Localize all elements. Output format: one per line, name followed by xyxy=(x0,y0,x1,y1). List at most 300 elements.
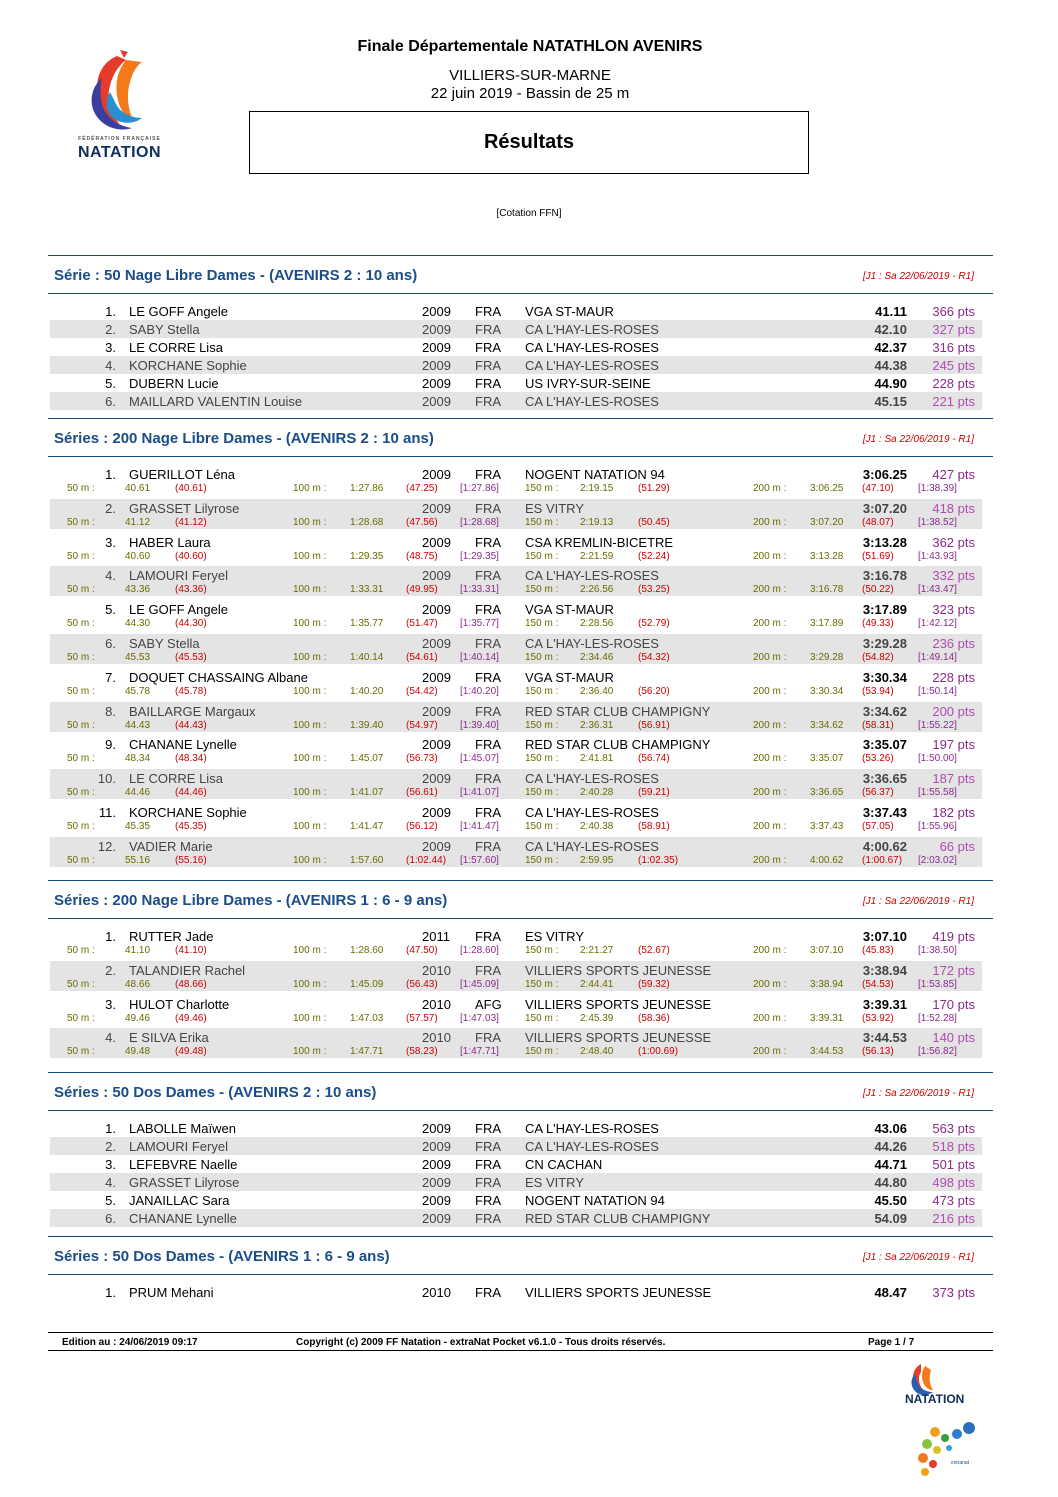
split-distance-label: 100 m : xyxy=(293,517,327,528)
split-distance-label: 50 m : xyxy=(67,855,95,866)
split-distance-label: 50 m : xyxy=(67,720,95,731)
section-bottom-line xyxy=(48,293,993,294)
split-lap: (51.47) xyxy=(406,618,438,629)
birth-year: 2010 xyxy=(422,1030,451,1045)
split-distance-label: 150 m : xyxy=(525,821,559,832)
rank: 2. xyxy=(105,501,116,516)
club-name: RED STAR CLUB CHAMPIGNY xyxy=(525,704,711,719)
nationality: FRA xyxy=(475,394,501,409)
result-row xyxy=(50,600,982,618)
split-lap: (45.35) xyxy=(175,821,207,832)
split-lap: (54.97) xyxy=(406,720,438,731)
rank: 1. xyxy=(105,1121,116,1136)
split-distance-label: 100 m : xyxy=(293,753,327,764)
split-lap: (54.82) xyxy=(862,652,894,663)
final-time: 3:38.94 xyxy=(862,963,907,978)
swimmer-name: GRASSET Lilyrose xyxy=(129,501,240,516)
points: 228 pts xyxy=(932,376,975,391)
section-bottom-line xyxy=(48,918,993,919)
points: 323 pts xyxy=(932,602,975,617)
split-lap: (44.30) xyxy=(175,618,207,629)
points: 518 pts xyxy=(932,1139,975,1154)
split-time: 2:40.28 xyxy=(580,787,614,798)
nationality: FRA xyxy=(475,929,501,944)
split-lap: (57.05) xyxy=(862,821,894,832)
birth-year: 2009 xyxy=(422,568,451,583)
split-time: 44.43 xyxy=(125,720,151,731)
split-distance-label: 50 m : xyxy=(67,652,95,663)
meet-date: 22 juin 2019 - Bassin de 25 m xyxy=(430,85,630,102)
birth-year: 2009 xyxy=(422,1121,451,1136)
swimmer-name: DOQUET CHASSAING Albane xyxy=(129,670,308,685)
result-row xyxy=(50,927,982,945)
points: 228 pts xyxy=(932,670,975,685)
split-time: 3:06.25 xyxy=(810,483,844,494)
section-title: Séries : 200 Nage Libre Dames - (AVENIRS 2 : 10 ans) xyxy=(54,430,434,447)
split-distance-label: 50 m : xyxy=(67,584,95,595)
split-lap: (47.50) xyxy=(406,945,438,956)
split-distance-label: 100 m : xyxy=(293,483,327,494)
birth-year: 2009 xyxy=(422,535,451,550)
split-lap: (56.61) xyxy=(406,787,438,798)
split-time: 3:44.53 xyxy=(810,1046,844,1057)
final-time: 3:07.10 xyxy=(862,929,907,944)
points: 419 pts xyxy=(932,929,975,944)
split-lap: (54.42) xyxy=(406,686,438,697)
nationality: FRA xyxy=(475,1193,501,1208)
split-cumulative: [1:45.07] xyxy=(460,753,499,764)
section-title: Séries : 50 Dos Dames - (AVENIRS 1 : 6 - 9 ans) xyxy=(54,1248,390,1265)
final-time: 3:30.34 xyxy=(862,670,907,685)
split-distance-label: 150 m : xyxy=(525,686,559,697)
section-session-info: [J1 : Sa 22/06/2019 - R1] xyxy=(862,1088,974,1099)
split-lap: (49.33) xyxy=(862,618,894,629)
split-cumulative: [1:55.96] xyxy=(918,821,957,832)
swimmer-name: VADIER Marie xyxy=(129,839,213,854)
split-cumulative: [1:33.31] xyxy=(460,584,499,595)
split-lap: (53.94) xyxy=(862,686,894,697)
split-distance-label: 50 m : xyxy=(67,551,95,562)
split-time: 48.66 xyxy=(125,979,151,990)
birth-year: 2010 xyxy=(422,1285,451,1300)
split-time: 2:44.41 xyxy=(580,979,614,990)
nationality: FRA xyxy=(475,1175,501,1190)
split-row xyxy=(50,482,982,495)
split-distance-label: 200 m : xyxy=(753,720,787,731)
split-time: 3:36.65 xyxy=(810,787,844,798)
split-lap: (56.74) xyxy=(638,753,670,764)
split-distance-label: 150 m : xyxy=(525,551,559,562)
split-distance-label: 200 m : xyxy=(753,945,787,956)
final-time: 44.38 xyxy=(874,358,907,373)
split-lap: (47.56) xyxy=(406,517,438,528)
split-distance-label: 150 m : xyxy=(525,483,559,494)
split-time: 3:16.78 xyxy=(810,584,844,595)
birth-year: 2009 xyxy=(422,1157,451,1172)
birth-year: 2009 xyxy=(422,358,451,373)
split-cumulative: [1:47.03] xyxy=(460,1013,499,1024)
rank: 8. xyxy=(105,704,116,719)
points: 236 pts xyxy=(932,636,975,651)
split-time: 55.16 xyxy=(125,855,151,866)
split-time: 2:41.81 xyxy=(580,753,614,764)
split-time: 1:47.71 xyxy=(350,1046,384,1057)
split-distance-label: 150 m : xyxy=(525,855,559,866)
split-row xyxy=(50,719,982,732)
split-distance-label: 100 m : xyxy=(293,787,327,798)
section-top-line xyxy=(48,418,993,419)
split-lap: (54.32) xyxy=(638,652,670,663)
points: 216 pts xyxy=(932,1211,975,1226)
split-lap: (59.21) xyxy=(638,787,670,798)
swimmer-name: MAILLARD VALENTIN Louise xyxy=(129,394,303,409)
nationality: FRA xyxy=(475,1157,501,1172)
split-cumulative: [1:38.52] xyxy=(918,517,957,528)
split-distance-label: 100 m : xyxy=(293,584,327,595)
birth-year: 2009 xyxy=(422,1139,451,1154)
split-lap: (52.67) xyxy=(638,945,670,956)
swimmer-name: KORCHANE Sophie xyxy=(129,358,247,373)
points: 245 pts xyxy=(932,358,975,373)
swimmer-name: LABOLLE Maïwen xyxy=(129,1121,236,1136)
split-time: 40.60 xyxy=(125,551,151,562)
split-lap: (49.46) xyxy=(175,1013,207,1024)
split-cumulative: [1:27.86] xyxy=(460,483,499,494)
points: 66 pts xyxy=(939,839,975,854)
split-time: 1:29.35 xyxy=(350,551,384,562)
points: 200 pts xyxy=(932,704,975,719)
rank: 6. xyxy=(105,636,116,651)
final-time: 48.47 xyxy=(874,1285,907,1300)
rank: 6. xyxy=(105,1211,116,1226)
result-row xyxy=(50,338,982,356)
result-row xyxy=(50,465,982,483)
rank: 2. xyxy=(105,322,116,337)
split-time: 3:34.62 xyxy=(810,720,844,731)
section-bottom-line xyxy=(48,456,993,457)
result-row xyxy=(50,392,982,410)
split-lap: (52.79) xyxy=(638,618,670,629)
split-row xyxy=(50,651,982,664)
nationality: FRA xyxy=(475,376,501,391)
nationality: FRA xyxy=(475,737,501,752)
split-lap: (57.57) xyxy=(406,1013,438,1024)
final-time: 54.09 xyxy=(874,1211,907,1226)
points: 501 pts xyxy=(932,1157,975,1172)
split-distance-label: 100 m : xyxy=(293,551,327,562)
split-lap: (51.69) xyxy=(862,551,894,562)
split-lap: (44.43) xyxy=(175,720,207,731)
club-name: NOGENT NATATION 94 xyxy=(525,467,665,482)
final-time: 45.15 xyxy=(874,394,907,409)
swimmer-name: KORCHANE Sophie xyxy=(129,805,247,820)
split-cumulative: [1:39.40] xyxy=(460,720,499,731)
swimmer-name: E SILVA Erika xyxy=(129,1030,209,1045)
extranat-dots-icon xyxy=(915,1420,985,1480)
swimmer-name: GRASSET Lilyrose xyxy=(129,1175,240,1190)
result-row xyxy=(50,735,982,753)
nationality: FRA xyxy=(475,1139,501,1154)
meet-name: Finale Départementale NATATHLON AVENIRS xyxy=(357,38,703,55)
final-time: 42.10 xyxy=(874,322,907,337)
split-time: 1:27.86 xyxy=(350,483,384,494)
split-time: 3:07.10 xyxy=(810,945,844,956)
logo-top-text: FÉDÉRATION FRANÇAISE xyxy=(78,136,161,142)
split-row xyxy=(50,1012,982,1025)
split-time: 1:40.20 xyxy=(350,686,384,697)
swimmer-name: CHANANE Lynelle xyxy=(129,1211,237,1226)
split-distance-label: 50 m : xyxy=(67,517,95,528)
split-time: 2:36.31 xyxy=(580,720,614,731)
split-row xyxy=(50,1045,982,1058)
rank: 12. xyxy=(97,839,116,854)
nationality: FRA xyxy=(475,602,501,617)
birth-year: 2009 xyxy=(422,304,451,319)
split-distance-label: 100 m : xyxy=(293,720,327,731)
nationality: FRA xyxy=(475,467,501,482)
split-distance-label: 100 m : xyxy=(293,821,327,832)
split-time: 3:35.07 xyxy=(810,753,844,764)
split-time: 1:40.14 xyxy=(350,652,384,663)
result-row xyxy=(50,769,982,787)
split-row xyxy=(50,752,982,765)
split-distance-label: 100 m : xyxy=(293,652,327,663)
section-bottom-line xyxy=(48,1110,993,1111)
nationality: FRA xyxy=(475,1285,501,1300)
split-time: 1:41.47 xyxy=(350,821,384,832)
nationality: FRA xyxy=(475,771,501,786)
final-time: 3:36.65 xyxy=(862,771,907,786)
split-lap: (40.61) xyxy=(175,483,207,494)
split-time: 2:21.27 xyxy=(580,945,614,956)
points: 418 pts xyxy=(932,501,975,516)
club-name: VGA ST-MAUR xyxy=(525,670,614,685)
rooster-small-icon xyxy=(903,1362,943,1396)
split-distance-label: 100 m : xyxy=(293,618,327,629)
split-time: 3:13.28 xyxy=(810,551,844,562)
split-distance-label: 50 m : xyxy=(67,821,95,832)
final-time: 3:39.31 xyxy=(862,997,907,1012)
split-cumulative: [1:40.20] xyxy=(460,686,499,697)
split-time: 44.30 xyxy=(125,618,151,629)
nationality: FRA xyxy=(475,1211,501,1226)
split-row xyxy=(50,786,982,799)
split-time: 1:39.40 xyxy=(350,720,384,731)
rank: 3. xyxy=(105,997,116,1012)
split-time: 2:19.15 xyxy=(580,483,614,494)
club-name: CA L'HAY-LES-ROSES xyxy=(525,358,659,373)
swimmer-name: LAMOURI Feryel xyxy=(129,568,228,583)
cotation-label: [Cotation FFN] xyxy=(496,208,562,219)
split-distance-label: 200 m : xyxy=(753,1046,787,1057)
rank: 2. xyxy=(105,1139,116,1154)
rank: 5. xyxy=(105,1193,116,1208)
split-time: 3:37.43 xyxy=(810,821,844,832)
club-name: ES VITRY xyxy=(525,501,585,516)
points: 187 pts xyxy=(932,771,975,786)
split-lap: (56.12) xyxy=(406,821,438,832)
birth-year: 2009 xyxy=(422,1175,451,1190)
split-lap: (1:02.44) xyxy=(406,855,447,866)
points: 473 pts xyxy=(932,1193,975,1208)
birth-year: 2011 xyxy=(422,929,450,944)
split-lap: (56.37) xyxy=(862,787,894,798)
swimmer-name: JANAILLAC Sara xyxy=(129,1193,230,1208)
split-lap: (48.75) xyxy=(406,551,438,562)
split-distance-label: 50 m : xyxy=(67,787,95,798)
split-distance-label: 200 m : xyxy=(753,1013,787,1024)
birth-year: 2009 xyxy=(422,771,451,786)
birth-year: 2009 xyxy=(422,636,451,651)
points: 373 pts xyxy=(932,1285,975,1300)
split-time: 2:28.56 xyxy=(580,618,614,629)
result-row xyxy=(50,1283,982,1301)
club-name: CSA KREMLIN-BICETRE xyxy=(525,535,674,550)
split-time: 1:45.07 xyxy=(350,753,384,764)
split-time: 1:28.60 xyxy=(350,945,384,956)
result-row xyxy=(50,702,982,720)
points: 172 pts xyxy=(932,963,975,978)
points: 563 pts xyxy=(932,1121,975,1136)
split-lap: (53.25) xyxy=(638,584,670,595)
points: 362 pts xyxy=(932,535,975,550)
result-row xyxy=(50,961,982,979)
points: 327 pts xyxy=(932,322,975,337)
club-name: VILLIERS SPORTS JEUNESSE xyxy=(525,963,712,978)
rank: 5. xyxy=(105,376,116,391)
club-name: CA L'HAY-LES-ROSES xyxy=(525,805,659,820)
split-cumulative: [1:38.39] xyxy=(918,483,957,494)
nationality: FRA xyxy=(475,704,501,719)
result-row xyxy=(50,837,982,855)
split-distance-label: 200 m : xyxy=(753,618,787,629)
birth-year: 2010 xyxy=(422,963,451,978)
club-name: VILLIERS SPORTS JEUNESSE xyxy=(525,1285,712,1300)
split-distance-label: 200 m : xyxy=(753,652,787,663)
club-name: CA L'HAY-LES-ROSES xyxy=(525,322,659,337)
final-time: 43.06 xyxy=(874,1121,907,1136)
split-row xyxy=(50,685,982,698)
split-time: 1:35.77 xyxy=(350,618,384,629)
rank: 1. xyxy=(105,929,116,944)
birth-year: 2009 xyxy=(422,1211,451,1226)
split-lap: (53.26) xyxy=(862,753,894,764)
ffn-logo xyxy=(62,48,177,168)
split-lap: (1:02.35) xyxy=(638,855,679,866)
final-time: 44.80 xyxy=(874,1175,907,1190)
split-lap: (48.66) xyxy=(175,979,207,990)
section-session-info: [J1 : Sa 22/06/2019 - R1] xyxy=(862,434,974,445)
club-name: CA L'HAY-LES-ROSES xyxy=(525,340,659,355)
copyright: Copyright (c) 2009 FF Natation - extraNat Pocket v6.1.0 - Tous droits réservés. xyxy=(296,1337,666,1348)
split-cumulative: [1:41.07] xyxy=(460,787,499,798)
split-distance-label: 200 m : xyxy=(753,551,787,562)
split-time: 45.78 xyxy=(125,686,151,697)
split-distance-label: 150 m : xyxy=(525,584,559,595)
split-lap: (59.32) xyxy=(638,979,670,990)
split-lap: (49.48) xyxy=(175,1046,207,1057)
meet-city: VILLIERS-SUR-MARNE xyxy=(449,67,611,84)
nationality: FRA xyxy=(475,568,501,583)
rank: 4. xyxy=(105,358,116,373)
points: 221 pts xyxy=(932,394,975,409)
section-title: Séries : 200 Nage Libre Dames - (AVENIRS 1 : 6 - 9 ans) xyxy=(54,892,448,909)
club-name: VILLIERS SPORTS JEUNESSE xyxy=(525,1030,712,1045)
section-top-line xyxy=(48,255,993,256)
swimmer-name: RUTTER Jade xyxy=(129,929,214,944)
rank: 1. xyxy=(105,467,116,482)
swimmer-name: SABY Stella xyxy=(129,636,200,651)
split-lap: (41.10) xyxy=(175,945,207,956)
birth-year: 2009 xyxy=(422,805,451,820)
nationality: AFG xyxy=(475,997,502,1012)
split-time: 3:17.89 xyxy=(810,618,844,629)
result-row xyxy=(50,499,982,517)
split-distance-label: 50 m : xyxy=(67,1013,95,1024)
split-cumulative: [1:40.14] xyxy=(460,652,499,663)
split-lap: (47.25) xyxy=(406,483,438,494)
extranat-logo xyxy=(915,1420,985,1480)
points: 197 pts xyxy=(932,737,975,752)
nationality: FRA xyxy=(475,322,501,337)
split-cumulative: [1:50.14] xyxy=(918,686,957,697)
birth-year: 2009 xyxy=(422,1193,451,1208)
final-time: 3:17.89 xyxy=(862,602,907,617)
section-session-info: [J1 : Sa 22/06/2019 - R1] xyxy=(862,896,974,907)
split-time: 2:36.40 xyxy=(580,686,614,697)
split-lap: (56.91) xyxy=(638,720,670,731)
results-title: Résultats xyxy=(249,111,809,174)
swimmer-name: LE GOFF Angele xyxy=(129,304,228,319)
club-name: CA L'HAY-LES-ROSES xyxy=(525,568,659,583)
rank: 10. xyxy=(97,771,116,786)
rank: 4. xyxy=(105,568,116,583)
rank: 7. xyxy=(105,670,116,685)
split-lap: (43.36) xyxy=(175,584,207,595)
swimmer-name: SABY Stella xyxy=(129,322,200,337)
split-distance-label: 150 m : xyxy=(525,979,559,990)
split-distance-label: 200 m : xyxy=(753,483,787,494)
section-title: Séries : 50 Dos Dames - (AVENIRS 2 : 10 ans) xyxy=(54,1084,377,1101)
split-time: 1:28.68 xyxy=(350,517,384,528)
rank: 11. xyxy=(98,805,116,820)
split-time: 41.12 xyxy=(125,517,151,528)
final-time: 3:44.53 xyxy=(862,1030,907,1045)
rank: 3. xyxy=(105,1157,116,1172)
split-cumulative: [1:57.60] xyxy=(460,855,499,866)
nationality: FRA xyxy=(475,535,501,550)
split-time: 1:33.31 xyxy=(350,584,384,595)
swimmer-name: TALANDIER Rachel xyxy=(129,963,246,978)
split-time: 41.10 xyxy=(125,945,151,956)
split-lap: (56.20) xyxy=(638,686,670,697)
club-name: CA L'HAY-LES-ROSES xyxy=(525,771,659,786)
club-name: CA L'HAY-LES-ROSES xyxy=(525,1121,659,1136)
club-name: VGA ST-MAUR xyxy=(525,304,614,319)
split-lap: (49.95) xyxy=(406,584,438,595)
split-distance-label: 100 m : xyxy=(293,855,327,866)
nationality: FRA xyxy=(475,340,501,355)
final-time: 44.71 xyxy=(874,1157,907,1172)
birth-year: 2009 xyxy=(422,467,451,482)
split-distance-label: 150 m : xyxy=(525,618,559,629)
birth-year: 2009 xyxy=(422,839,451,854)
split-distance-label: 100 m : xyxy=(293,1046,327,1057)
nationality: FRA xyxy=(475,304,501,319)
birth-year: 2009 xyxy=(422,376,451,391)
result-row xyxy=(50,302,982,320)
split-time: 2:45.39 xyxy=(580,1013,614,1024)
